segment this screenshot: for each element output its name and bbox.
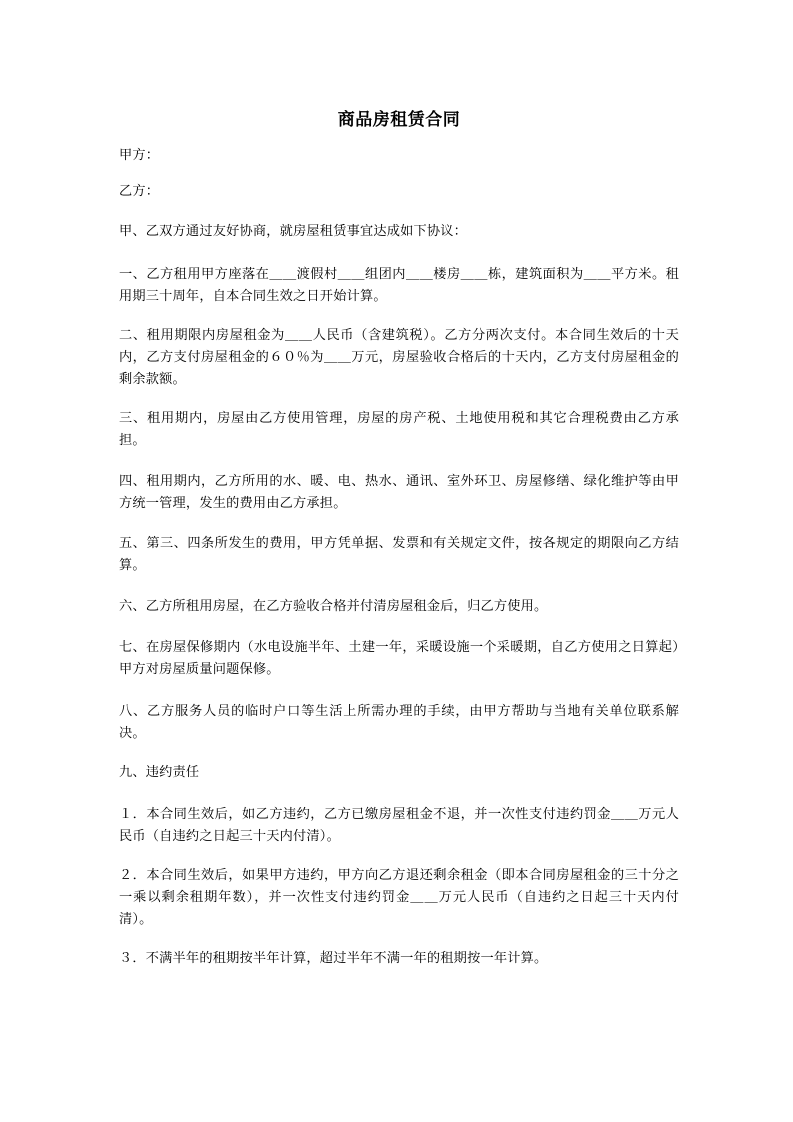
clause-2: 二、租用期限内房屋租金为＿＿人民币（含建筑税）。乙方分两次支付。本合同生效后的十天内，乙方支付房屋租金的６０％为＿＿万元，房屋验收合格后的十天内，乙方支付房屋租金的剩余款额。 — [119, 328, 679, 387]
clause-4: 四、租用期内，乙方所用的水、暖、电、热水、通讯、室外环卫、房屋修缮、绿化维护等由甲方统一管理，发生的费用由乙方承担。 — [119, 474, 679, 511]
document-title: 商品房租赁合同 — [337, 110, 461, 130]
liability-item-3: ３．不满半年的租期按半年计算，超过半年不满一年的租期按一年计算。 — [119, 951, 548, 966]
liability-item-2: ２．本合同生效后，如果甲方违约，甲方向乙方退还剩余租金（即本合同房屋租金的三十分之一乘以剩余租期年数），并一次性支付违约罚金＿＿万元人民币（自违约之日起三十天内付清）。 — [119, 868, 679, 927]
clause-3: 三、租用期内，房屋由乙方使用管理，房屋的房产税、土地使用税和其它合理税费由乙方承担。 — [119, 411, 679, 448]
clause-7: 七、在房屋保修期内（水电设施半年、土建一年，采暖设施一个采暖期，自乙方使用之日算起）甲方对房屋质量问题保修。 — [119, 640, 679, 677]
party-b-line: 乙方： — [119, 184, 160, 199]
clause-9-heading: 九、违约责任 — [119, 765, 200, 780]
party-a-line: 甲方： — [119, 148, 160, 163]
intro-paragraph: 甲、乙双方通过友好协商，就房屋租赁事宜达成如下协议： — [119, 224, 468, 239]
clause-1: 一、乙方租用甲方座落在＿＿渡假村＿＿组团内＿＿楼房＿＿栋，建筑面积为＿＿平方米。租用期三十周年，自本合同生效之日开始计算。 — [119, 267, 679, 304]
clause-6: 六、乙方所租用房屋，在乙方验收合格并付清房屋租金后，归乙方使用。 — [119, 599, 548, 614]
liability-item-1: １．本合同生效后，如乙方违约，乙方已缴房屋租金不退，并一次性支付违约罚金＿＿万元人民币（自违约之日起三十天内付清）。 — [119, 807, 679, 844]
clause-5: 五、第三、四条所发生的费用，甲方凭单据、发票和有关规定文件，按各规定的期限向乙方结算。 — [119, 536, 679, 573]
clause-8: 八、乙方服务人员的临时户口等生活上所需办理的手续，由甲方帮助与当地有关单位联系解决。 — [119, 704, 679, 741]
